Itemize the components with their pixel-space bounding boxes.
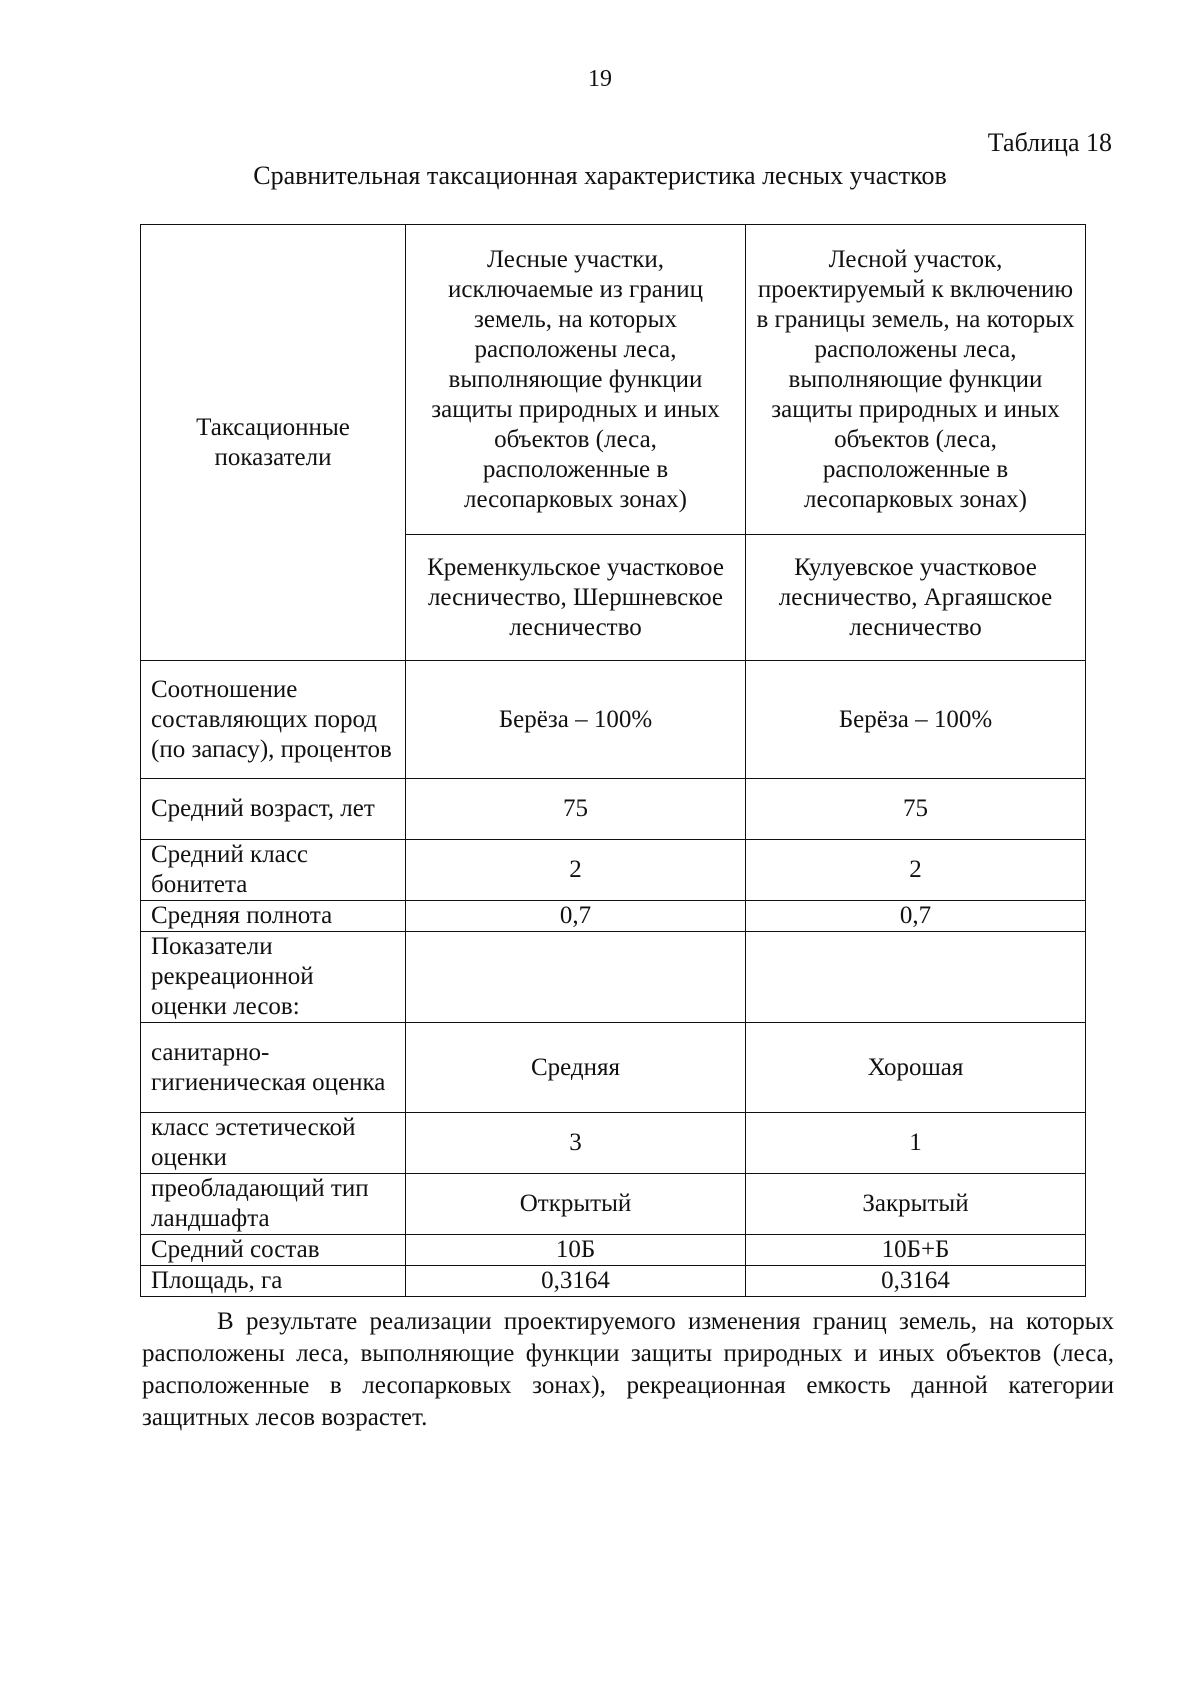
row-label: преобладающий тип ландшафта [141,1174,406,1235]
cell-excluded: 2 [406,840,746,901]
table-row [141,1174,1086,1235]
row-label: Средняя полнота [141,901,406,932]
table-row [141,1113,1086,1174]
row-label: Средний состав [141,1235,406,1266]
cell-excluded: 75 [406,779,746,840]
cell-excluded: 10Б [406,1235,746,1266]
cell-excluded: 0,7 [406,901,746,932]
row-label: класс эстетической оценки [141,1113,406,1174]
cell-included: 75 [746,779,1086,840]
cell-excluded: Берёза – 100% [406,661,746,779]
taxation-table [140,224,1086,1297]
cell-included: 1 [746,1113,1086,1174]
cell-included: Берёза – 100% [746,661,1086,779]
table-row [141,1235,1086,1266]
cell-included [746,932,1086,1023]
cell-included: 0,7 [746,901,1086,932]
cell-excluded: Средняя [406,1023,746,1113]
cell-included: Хорошая [746,1023,1086,1113]
table-row [141,661,1086,779]
cell-excluded: 3 [406,1113,746,1174]
cell-included: 10Б+Б [746,1235,1086,1266]
row-label: Средний возраст, лет [141,779,406,840]
conclusion-paragraph: В результате реализации проектируемого изменения границ земель, на которых расположены леса, выполняющие функции защиты природных и иных объектов (леса, расположенные в лесопарковых зонах), рекреационная емкость данной категории защитных лесов возрастет. [142,1308,1114,1431]
table-row [141,779,1086,840]
table-title: Сравнительная таксационная характеристика лесных участков [253,161,947,190]
row-label: Показатели рекреационной оценки лесов: [141,932,406,1023]
header-included-plot: Лесной участок, проектируемый к включению в границы земель, на которых расположены леса, выполняющие функции защиты природных и иных объектов (леса, расположенные в лесопарковых зонах) [746,225,1086,535]
cell-excluded: Открытый [406,1174,746,1235]
cell-included: 0,3164 [746,1266,1086,1297]
row-label: санитарно-гигиеническая оценка [141,1023,406,1113]
subheader-excluded-forestry: Кременкульское участковое лесничество, Шершневское лесничество [406,535,746,661]
row-label: Средний класс бонитета [141,840,406,901]
header-indicators: Таксационные показатели [141,225,406,661]
subheader-included-forestry: Кулуевское участковое лесничество, Аргаяшское лесничество [746,535,1086,661]
page-number: 19 [588,66,612,92]
table-row [141,1266,1086,1297]
table-row [141,1023,1086,1113]
cell-excluded [406,932,746,1023]
cell-included: 2 [746,840,1086,901]
header-excluded-plots: Лесные участки, исключаемые из границ земель, на которых расположены леса, выполняющие функции защиты природных и иных объектов (леса, расположенные в лесопарковых зонах) [406,225,746,535]
table-row [141,932,1086,1023]
row-label: Площадь, га [141,1266,406,1297]
cell-included: Закрытый [746,1174,1086,1235]
table-label: Таблица 18 [987,128,1112,157]
table-row [141,901,1086,932]
table-row [141,840,1086,901]
table-header-row [141,225,1086,535]
cell-excluded: 0,3164 [406,1266,746,1297]
row-label: Соотношение составляющих пород (по запасу), процентов [141,661,406,779]
